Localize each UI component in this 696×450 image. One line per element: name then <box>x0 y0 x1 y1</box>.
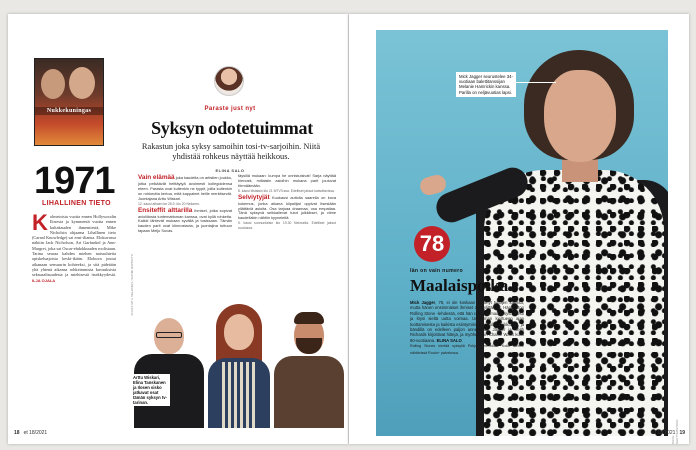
intro-text: olmetoista vuotta ennen Hollywoodin Ilosesta ja kymmentä vuotta ennen kultakauden ihmemiestä, Mike Nicholsin ohjaama Lihallinen tieto (Carnal Knowledge) sai ensi-iltansa. Elokuvassa nähtiin Jack Nicholson, Art Garfunkel ja Ann-Margret, joka sai Oscar-ehdokkuuden roolistaan. Tarina seuraa kahden miehen naissuhteita opiskeluajoista keski-ikään. Elokuva joutui aikanaan sensuurin kohteeksi, ja sitä pidetään yhä yhtenä aikansa rohkeimmista kuvauksista seksuaalisuudesta ja miehisestä itsekkyydestä. <box>32 214 116 278</box>
person-beard <box>296 338 322 354</box>
person-head <box>224 314 254 350</box>
issue-label: et 18/2021 <box>23 430 48 436</box>
broadcast-info: 5. kausi sunnuntaisin klo 19.30 Nelosella. Edelliset jaksot ruudussa. <box>238 221 336 231</box>
intro-column <box>32 210 116 283</box>
striped-top <box>222 362 256 428</box>
page-footer-left <box>14 430 47 436</box>
feature-author: ELINA SALO <box>436 337 462 343</box>
feature-text: , 78, ei ole koskaan pyrkinyt tyttöjen kanssa, mutta hänen ensimmäiset ihmiset ovat ylittäneet. Hän kertoo Rolling Stone -lehdessä, että hän rakastui maalla syvällisesti ja löysi sieltä uutta voimaa. Uusimman kiertueen ajan tuottamisesta ja kaikista esiintymisistä on tullut seikkailuja, ja bändillä on edelleen paljon annettavaa. Jagger ja Keith Richards kirjoittivat hittejä, ja myöhemmin Charlie Watts kuoli 80-vuotiaana. <box>410 300 524 343</box>
feature-meta: Rolling Stones kiertää syksyllä Pohjois-Amerikkaa. Koko kiertue nähtävissä Ruutu+ palvelussa. <box>410 344 524 355</box>
hero-photo <box>376 30 668 436</box>
face <box>544 70 616 162</box>
paragraph-text: Ihmiset, jotka sopivat avioliitosta tuntemattoman kanssa, ovat kyllä rohkeita. Kaikki lähtevät mukaan syvällä ja tosissaan. Tämän kauden parit ovat kiinnostavia, ja juontajina tuttuun tapaan Meiju Suvas. <box>138 207 232 234</box>
subhead-selviytyjat: Selviytyjät <box>238 193 270 201</box>
lead-name: Mick Jagger <box>410 300 436 305</box>
broadcast-info: 8. kausi tiistaisin klo 21 MTV3:ssa. Edelliset jaksot katsottavissa. <box>238 188 335 193</box>
photo-credit: KUVAT: MTV, NELONEN / SUOMI RAPORTTI <box>130 254 134 316</box>
author-avatar <box>214 66 244 96</box>
photo-credit: KUVA: SHUTTERSTOCK <box>671 419 679 444</box>
article-byline: ELINA SALO <box>215 168 245 173</box>
year-heading: 1971 <box>34 160 115 202</box>
feature-body <box>410 300 524 356</box>
glasses-icon <box>156 332 182 338</box>
poster-face-left <box>41 69 65 99</box>
photo-caption: Arttu Wiskari, Elina Tanskanen ja Ilosen sisko jatkavat osat tämän syksyn tv-tarinan. <box>132 374 170 406</box>
paragraph-text: joka kaudella on artistien joukko, jotka pelkäävät heittäytyä avoimesti kollegoidensa eteen. Parasta ovat kuitenkin ne tyypit, joilla kuitenkin on rohkeutta kertoa, mitä kappaleet heille merkitsevät. Juontajana Arttu Wiskari. <box>138 175 233 201</box>
year-subtitle: LIHALLINEN TIETO <box>42 200 111 207</box>
subhead-vain-elamaa: Vain elämää <box>138 174 175 181</box>
right-page <box>349 14 689 444</box>
drop-cap: K <box>32 210 48 235</box>
age-badge: 78 <box>414 226 450 262</box>
person-middle <box>204 304 274 428</box>
hosts-photo <box>134 302 344 428</box>
broadcast-info: 12. kausi alkaen ke 26.9. klo 20 Nelonen. <box>138 201 201 206</box>
age-kicker: Iän on vain numero <box>410 268 463 274</box>
person-right <box>274 308 344 428</box>
person-body <box>274 356 344 428</box>
paragraph-text: täysillä mukaan: kumpa he onnistuisivat! Sarja näyttää hienosti, millaisiin asioihin mukana parit joutuvat törmäämään. <box>238 173 336 188</box>
page-number: 18 <box>14 430 20 436</box>
article-deck: Rakastun joka syksy samoihin tosi-tv-sarjoihin. Niitä yhdistää rohkeus näyttää heikkous. <box>141 142 321 161</box>
article-column-1 <box>138 174 232 234</box>
poster-title: Nukkekuningas <box>35 107 103 115</box>
person-hair <box>294 312 324 324</box>
page-number: 19 <box>679 430 685 436</box>
article-column-2 <box>238 174 336 231</box>
person-left <box>134 308 204 428</box>
subhead-ensiteffit: Ensiteffit alttarilla <box>138 206 193 214</box>
callout-line <box>516 82 556 83</box>
photo-callout: Mick Jagger seurustelee 34-vuotiaan balettitanssijan Melanie Hamrickin kanssa. Parilla on neljävuotias lapsi. <box>456 72 516 97</box>
feature-title: Maalaispoika <box>410 276 509 295</box>
intro-author: ILJA OJALA <box>32 277 56 283</box>
article-headline: Syksyn odotetuimmat <box>151 118 313 138</box>
left-page <box>8 14 348 444</box>
issue-label: et 18/2021 <box>651 430 676 436</box>
page-footer-right <box>652 430 685 436</box>
movie-poster-image <box>34 58 104 146</box>
section-kicker: Paraste just nyt <box>204 106 256 112</box>
paragraph-text: Kuukausi autiolla saarella on kova kokemus, jonka aikana kilpailijat oppivat itsestään yllättäviä asioita. Osa tarjoaa draamaa, osa empatiaa. Tänä syksynä seikkailevat tutut julkkikset, ja viime kaudellakin nähtiin kyyneleitä. <box>238 194 336 221</box>
poster-face-right <box>69 67 95 99</box>
